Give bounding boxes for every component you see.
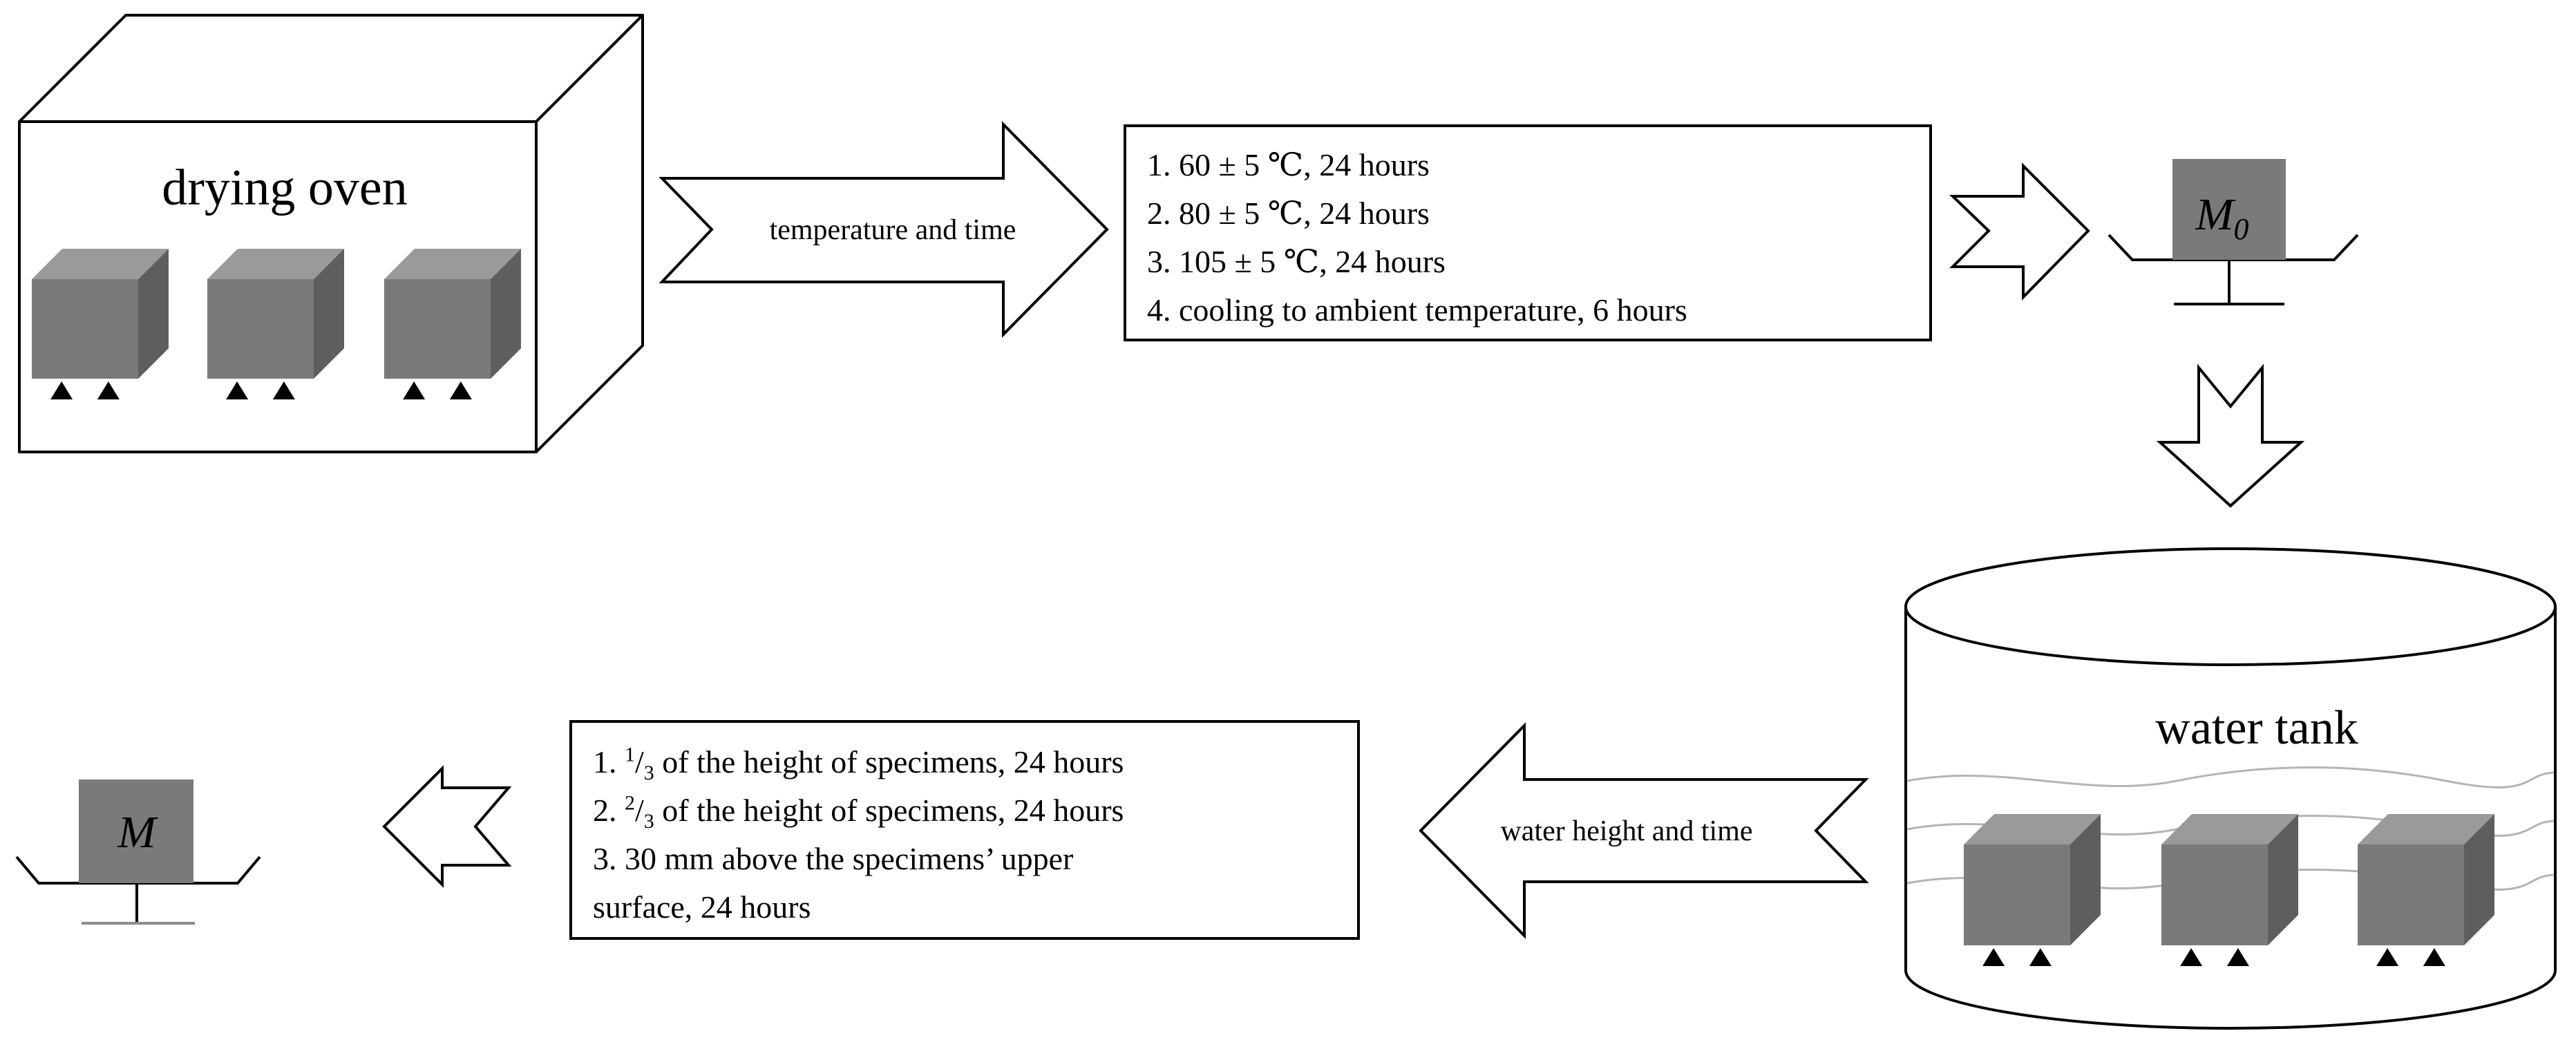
specimen-front-face xyxy=(384,279,491,379)
specimen-front-face xyxy=(2161,844,2268,945)
immersion-steps-box xyxy=(569,720,1360,940)
specimen-front-face xyxy=(2358,844,2464,945)
chevron-right-icon xyxy=(1953,166,2088,297)
immersion-step-3: 3. 30 mm above the specimens’ upper xyxy=(593,841,1074,876)
chevron-down-icon xyxy=(2160,368,2301,506)
mass-wet-label: M xyxy=(117,807,156,858)
chevron-left-icon xyxy=(384,768,509,885)
immersion-step-4: surface, 24 hours xyxy=(593,889,811,925)
tank-specimens xyxy=(1964,814,2494,966)
specimen-front-face xyxy=(207,279,314,379)
oven-specimens xyxy=(32,249,521,399)
tank-label: water tank xyxy=(2155,701,2358,755)
specimen-front-face xyxy=(32,279,138,379)
drying-steps-box xyxy=(1124,124,1932,341)
drying-step-3: 3. 105 ± 5 ℃, 24 hours xyxy=(1147,244,1446,279)
water-tank xyxy=(1906,549,2555,1028)
mass-dry-label: $M_0$ xyxy=(2195,189,2249,246)
drying-step-2: 2. 80 ± 5 ℃, 24 hours xyxy=(1147,196,1430,231)
immersion-step-2: 2. $^2/_3$ of the height of specimens, 24 hours xyxy=(593,791,1124,833)
immersion-step-1: 1. $^1/_3$ of the height of specimens, 24 hours xyxy=(593,743,1124,785)
arrow-temperature-time-label: temperature and time xyxy=(769,214,1016,246)
arrow-water-height-time-label: water height and time xyxy=(1500,815,1753,847)
drying-step-1: 1. 60 ± 5 ℃, 24 hours xyxy=(1147,147,1430,182)
oven-label: drying oven xyxy=(162,160,408,216)
oven-top-face xyxy=(19,15,643,122)
tank-rim xyxy=(1906,549,2555,665)
drying-step-4: 4. cooling to ambient temperature, 6 hours xyxy=(1147,292,1687,328)
specimen-front-face xyxy=(1964,844,2070,945)
drying-oven xyxy=(19,15,643,452)
